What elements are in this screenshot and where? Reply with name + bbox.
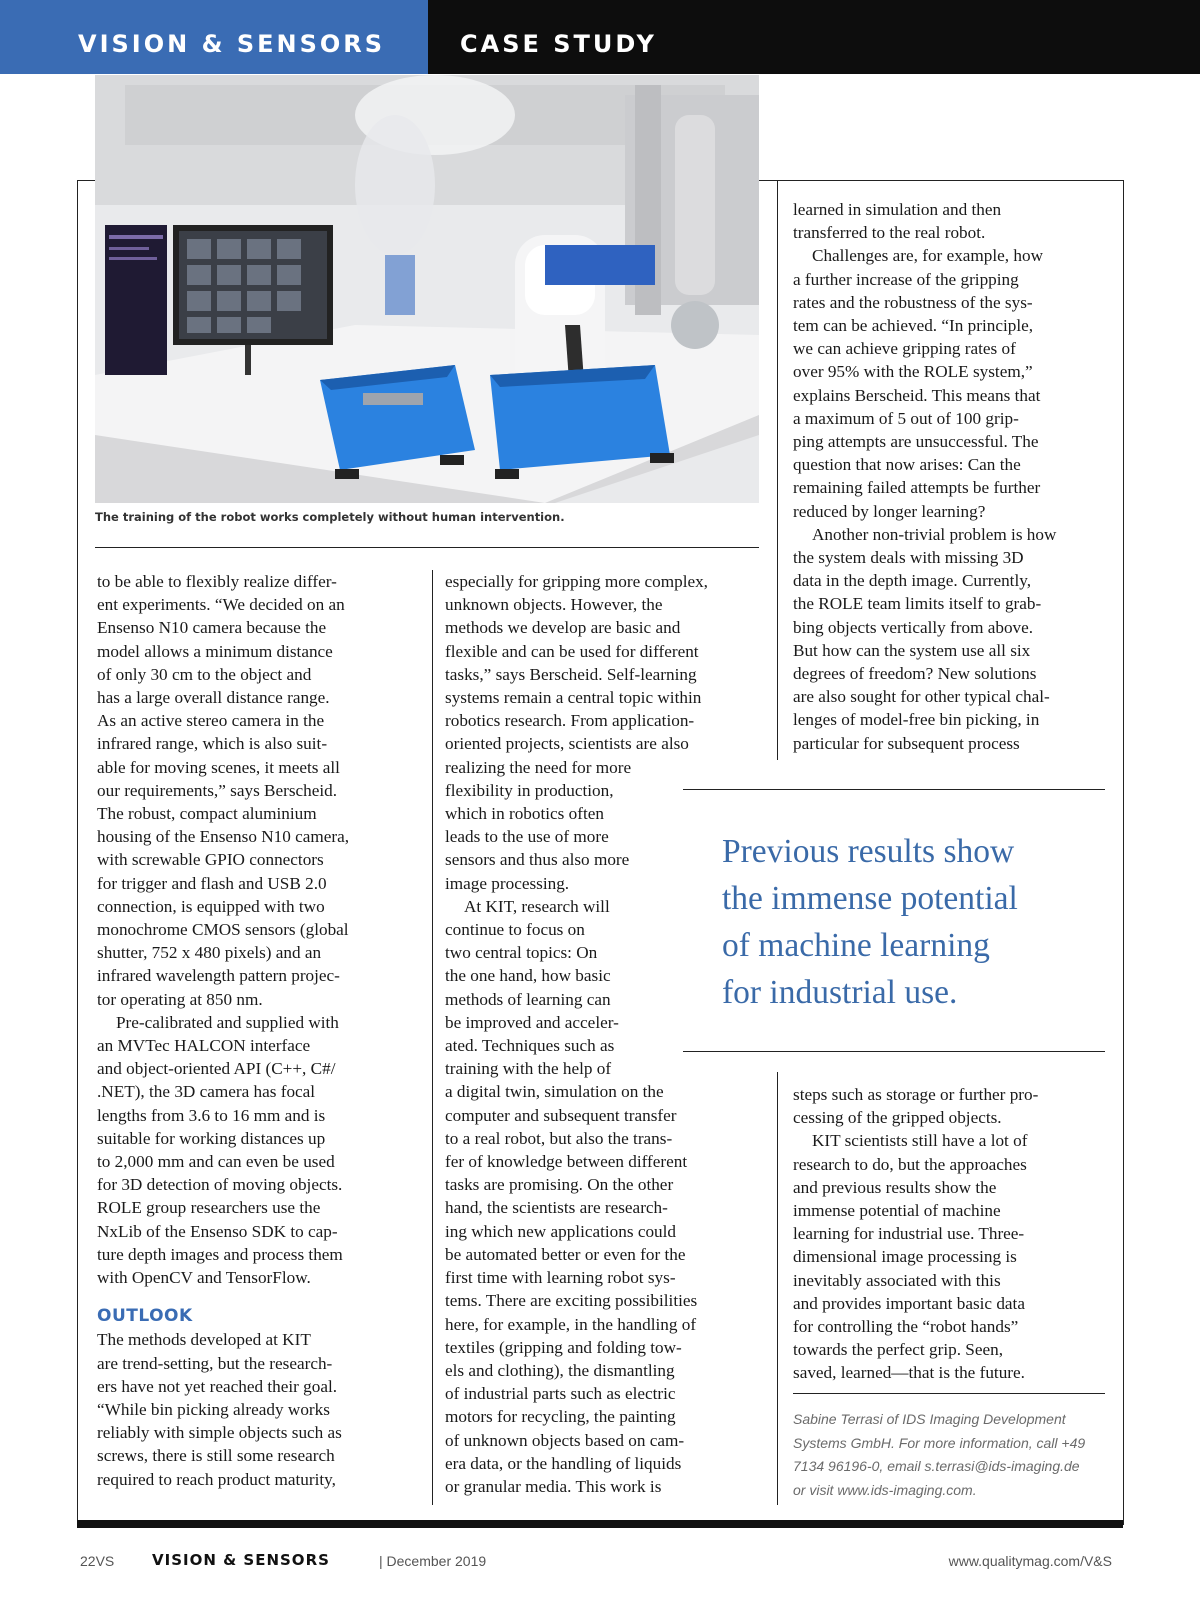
credit-rule (793, 1393, 1105, 1394)
text-line: ated. Techniques such as (445, 1036, 615, 1056)
text-line: systems remain a central topic within (445, 688, 702, 708)
text-line: are trend-setting, but the research- (97, 1353, 333, 1373)
pullquote-rule-top (683, 789, 1105, 790)
text-line: the one hand, how basic (445, 966, 611, 986)
credit-line: 7134 96196-0, email s.terrasi@ids-imaging.de (793, 1458, 1080, 1474)
text-line: tor operating at 850 nm. (97, 989, 263, 1009)
text-line: and object-oriented API (C++, C#/ (97, 1059, 336, 1079)
footer-url: www.qualitymag.com/V&S (948, 1553, 1112, 1569)
text-line: particular for subsequent process (793, 733, 1020, 753)
text-line: KIT scientists still have a lot of (812, 1131, 1028, 1151)
page-number: 22VS (80, 1553, 115, 1569)
pull-quote-line: the immense potential (722, 880, 1018, 917)
text-line: transferred to the real robot. (793, 223, 986, 243)
col3-paragraph-5 (793, 1129, 1038, 1384)
column-divider-1 (432, 570, 433, 1505)
text-line: sensors and thus also more (445, 850, 630, 870)
text-line: connection, is equipped with two (97, 896, 325, 916)
col1-paragraph-2 (97, 1011, 349, 1289)
text-line: be automated better or even for the (445, 1244, 686, 1264)
text-line: “While bin picking already works (97, 1399, 330, 1419)
text-line: to be able to flexibly realize differ- (97, 572, 337, 591)
text-line: model allows a minimum distance (97, 641, 333, 661)
text-line: saved, learned—that is the future. (793, 1363, 1025, 1383)
column-3-top (793, 198, 1056, 755)
text-line: screws, there is still some research (97, 1446, 335, 1466)
text-line: has a large overall distance range. (97, 688, 330, 708)
text-line: of unknown objects based on cam- (445, 1430, 685, 1450)
col3-paragraph-2 (793, 244, 1056, 522)
col3-paragraph-4 (793, 1083, 1038, 1129)
text-line: learned in simulation and then (793, 200, 1002, 219)
credit-line: Sabine Terrasi of IDS Imaging Development (793, 1411, 1066, 1427)
text-line: era data, or the handling of liquids (445, 1453, 682, 1473)
pull-quote-line: Previous results show (722, 833, 1015, 870)
col3-paragraph-1 (793, 198, 1056, 244)
text-line: ing which new applications could (445, 1221, 677, 1241)
text-line: research to do, but the approaches (793, 1154, 1027, 1174)
frame-left (77, 180, 78, 1525)
text-line: our requirements,” says Berscheid. (97, 780, 338, 800)
text-line: over 95% with the ROLE system,” (793, 362, 1033, 382)
text-line: els and clothing), the dismantling (445, 1360, 675, 1380)
text-line: ture depth images and process them (97, 1244, 343, 1264)
text-line: reduced by longer learning? (793, 501, 986, 521)
text-line: monochrome CMOS sensors (global (97, 920, 349, 940)
outlook-heading: OUTLOOK (97, 1306, 193, 1327)
text-line: immense potential of machine (793, 1201, 1001, 1221)
text-line: As an active stereo camera in the (97, 711, 325, 731)
text-line: required to reach product maturity, (97, 1469, 336, 1489)
text-line: fer of knowledge between different (445, 1152, 688, 1172)
pull-quote-line: for industrial use. (722, 974, 958, 1011)
credit-line: or visit www.ids-imaging.com. (793, 1481, 977, 1498)
text-line: ping attempts are unsuccessful. The (793, 432, 1039, 452)
footer-date: | December 2019 (379, 1553, 487, 1569)
text-line: be improved and acceler- (445, 1012, 619, 1032)
text-line: to a real robot, but also the trans- (445, 1128, 673, 1148)
text-line: dimensional image processing is (793, 1247, 1017, 1267)
column-2 (445, 570, 708, 1498)
text-line: flexibility in production, (445, 780, 614, 800)
pull-quote (722, 828, 1018, 1016)
text-line: realizing the need for more (445, 757, 632, 777)
text-line: and previous results show the (793, 1177, 997, 1197)
text-line: tem can be achieved. “In principle, (793, 316, 1034, 336)
text-line: training with the help of (445, 1059, 612, 1079)
text-line: motors for recycling, the painting (445, 1407, 676, 1427)
text-line: of only 30 cm to the object and (97, 664, 312, 684)
pull-quote-line: of machine learning (722, 927, 990, 964)
text-line: methods of learning can (445, 989, 611, 1009)
col1-paragraph-1 (97, 570, 349, 1011)
text-line: NxLib of the Ensenso SDK to cap- (97, 1221, 338, 1241)
text-line: with OpenCV and TensorFlow. (97, 1268, 311, 1288)
text-line: tems. There are exciting possibilities (445, 1291, 698, 1311)
text-line: the system deals with missing 3D (793, 548, 1024, 568)
text-line: steps such as storage or further pro- (793, 1085, 1039, 1104)
text-line: of industrial parts such as electric (445, 1384, 676, 1404)
robot-photo (95, 75, 759, 503)
text-line: learning for industrial use. Three- (793, 1224, 1025, 1244)
text-line: for trigger and flash and USB 2.0 (97, 873, 327, 893)
credit-line: Systems GmbH. For more information, call +49 (793, 1434, 1086, 1451)
text-line: infrared wavelength pattern projec- (97, 966, 340, 986)
text-line: oriented projects, scientists are also (445, 734, 689, 754)
text-line: lenges of model-free bin picking, in (793, 710, 1040, 730)
footer-brand: VISION & SENSORS (152, 1551, 330, 1569)
text-line: a digital twin, simulation on the (445, 1082, 664, 1102)
pullquote-rule-bottom (683, 1051, 1105, 1052)
photo-caption: The training of the robot works completely without human intervention. (95, 510, 565, 524)
text-line: suitable for working distances up (97, 1128, 326, 1148)
text-line: especially for gripping more complex, (445, 572, 708, 591)
text-line: At KIT, research will (464, 896, 610, 916)
text-line: data in the depth image. Currently, (793, 571, 1032, 591)
text-line: The methods developed at KIT (97, 1330, 311, 1350)
text-line: an MVTec HALCON interface (97, 1036, 311, 1056)
text-line: and provides important basic data (793, 1293, 1025, 1313)
frame-top-left (77, 180, 95, 181)
col3-paragraph-3 (793, 523, 1056, 755)
text-line: towards the perfect grip. Seen, (793, 1340, 1003, 1360)
text-line: infrared range, which is also suit- (97, 734, 328, 754)
col1-paragraph-3 (97, 1328, 349, 1490)
column-3-bottom (793, 1083, 1038, 1385)
text-line: here, for example, in the handling of (445, 1314, 697, 1334)
frame-right (1123, 180, 1124, 1525)
text-line: remaining failed attempts be further (793, 478, 1041, 498)
text-line: unknown objects. However, the (445, 595, 663, 615)
author-credit (793, 1408, 1085, 1502)
text-line: Pre-calibrated and supplied with (116, 1012, 339, 1032)
text-line: ent experiments. “We decided on an (97, 595, 345, 615)
text-line: able for moving scenes, it meets all (97, 757, 340, 777)
text-line: ers have not yet reached their goal. (97, 1376, 338, 1396)
text-line: which in robotics often (445, 804, 604, 824)
column-divider-2-top (777, 180, 778, 760)
text-line: image processing. (445, 873, 570, 893)
text-line: inevitably associated with this (793, 1270, 1001, 1290)
text-line: robotics research. From application- (445, 711, 695, 731)
text-line: methods we develop are basic and (445, 618, 681, 638)
text-line: tasks,” says Berscheid. Self-learning (445, 664, 697, 684)
text-line: flexible and can be used for different (445, 641, 699, 661)
text-line: .NET), the 3D camera has focal (97, 1082, 316, 1102)
text-line: cessing of the gripped objects. (793, 1108, 1002, 1128)
text-line: hand, the scientists are research- (445, 1198, 668, 1218)
text-line: rates and the robustness of the sys- (793, 292, 1033, 312)
text-line: we can achieve gripping rates of (793, 339, 1016, 359)
text-line: computer and subsequent transfer (445, 1105, 677, 1125)
text-line: leads to the use of more (445, 827, 609, 847)
frame-top-right (759, 180, 1123, 181)
text-line: lengths from 3.6 to 16 mm and is (97, 1105, 326, 1125)
text-line: Challenges are, for example, how (812, 246, 1043, 266)
text-line: reliably with simple objects such as (97, 1423, 342, 1443)
text-line: bing objects vertically from above. (793, 617, 1034, 637)
text-line: the ROLE team limits itself to grab- (793, 594, 1042, 614)
caption-rule (95, 547, 759, 548)
col2-paragraph-1 (445, 570, 708, 895)
text-line: a further increase of the gripping (793, 269, 1019, 289)
text-line: a maximum of 5 out of 100 grip- (793, 408, 1019, 428)
text-line: textiles (gripping and folding tow- (445, 1337, 682, 1357)
text-line: ROLE group researchers use the (97, 1198, 321, 1218)
text-line: tasks are promising. On the other (445, 1175, 674, 1195)
section-label: VISION & SENSORS (78, 30, 386, 58)
text-line: degrees of freedom? New solutions (793, 664, 1037, 684)
text-line: are also sought for other typical chal- (793, 687, 1050, 707)
text-line: explains Berscheid. This means that (793, 385, 1041, 405)
text-line: Another non-trivial problem is how (812, 524, 1057, 544)
text-line: to 2,000 mm and can even be used (97, 1152, 335, 1172)
text-line: question that now arises: Can the (793, 455, 1021, 475)
text-line: two central topics: On (445, 943, 598, 963)
text-line: first time with learning robot sys- (445, 1268, 676, 1288)
text-line: continue to focus on (445, 920, 585, 940)
text-line: shutter, 752 x 480 pixels) and an (97, 943, 322, 963)
bottom-rule (77, 1520, 1123, 1528)
text-line: or granular media. This work is (445, 1476, 662, 1496)
column-divider-2-bottom (777, 1072, 778, 1505)
column-1 (97, 570, 349, 1491)
text-line: housing of the Ensenso N10 camera, (97, 827, 350, 847)
text-line: with screwable GPIO connectors (97, 850, 324, 870)
category-label: CASE STUDY (460, 30, 657, 58)
text-line: Ensenso N10 camera because the (97, 618, 327, 638)
col2-paragraph-2 (445, 895, 708, 1498)
text-line: The robust, compact aluminium (97, 804, 317, 824)
text-line: for 3D detection of moving objects. (97, 1175, 343, 1195)
text-line: for controlling the “robot hands” (793, 1317, 1019, 1337)
text-line: But how can the system use all six (793, 640, 1031, 660)
